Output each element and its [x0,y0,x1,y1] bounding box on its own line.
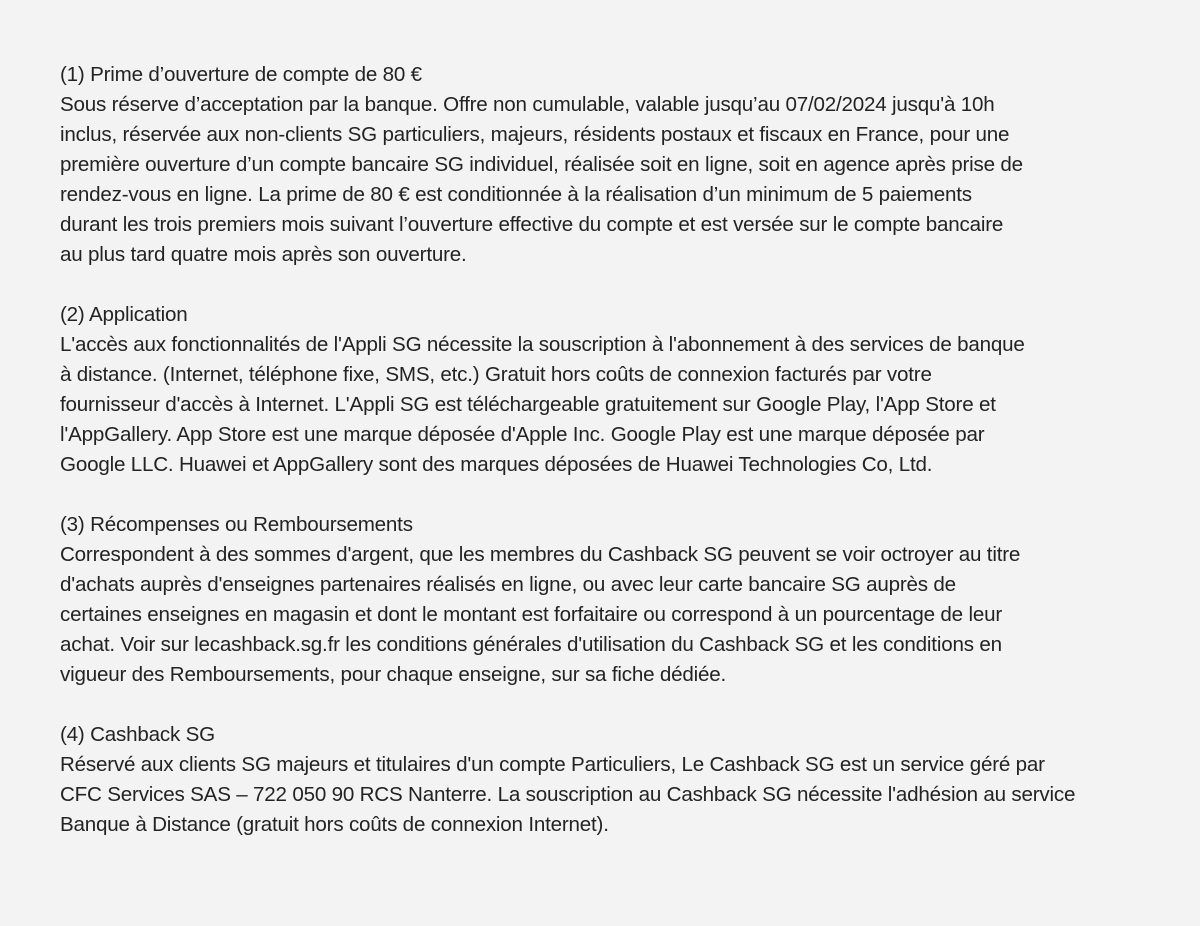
footnote-title: (1) Prime d’ouverture de compte de 80 € [60,63,422,86]
footnote-line: certaines enseignes en magasin et dont le montant est forfaitaire ou correspond à un pourcentage de leur [60,603,1002,626]
footnote-line: à distance. (Internet, téléphone fixe, SMS, etc.) Gratuit hors coûts de connexion facturés par votre [60,363,932,386]
footnote-line: première ouverture d’un compte bancaire SG individuel, réalisée soit en ligne, soit en agence après prise de [60,153,1023,176]
footnote-title: (2) Application [60,303,188,326]
footnote-line: fournisseur d'accès à Internet. L'Appli SG est téléchargeable gratuitement sur Google Play, l'App Store et [60,393,996,416]
footnote-application [60,300,1150,480]
footnote-title: (4) Cashback SG [60,723,215,746]
footnote-prime-ouverture [60,60,1150,270]
footnote-line: rendez-vous en ligne. La prime de 80 € est conditionnée à la réalisation d’un minimum de 5 paiements [60,183,972,206]
footnote-line: Correspondent à des sommes d'argent, que les membres du Cashback SG peuvent se voir octroyer au titre [60,543,1021,566]
footnote-title: (3) Récompenses ou Remboursements [60,513,413,536]
footnote-line: Sous réserve d’acceptation par la banque. Offre non cumulable, valable jusqu’au 07/02/2024 jusqu'à 10h [60,93,995,116]
footnote-line: achat. Voir sur lecashback.sg.fr les conditions générales d'utilisation du Cashback SG et les conditions en [60,633,1002,656]
footnote-line: l'AppGallery. App Store est une marque déposée d'Apple Inc. Google Play est une marque déposée par [60,423,985,446]
footnote-line: au plus tard quatre mois après son ouverture. [60,243,467,266]
footnote-cashback [60,720,1150,840]
footnote-line: Google LLC. Huawei et AppGallery sont des marques déposées de Huawei Technologies Co, Ltd. [60,453,933,476]
footnote-line: Réservé aux clients SG majeurs et titulaires d'un compte Particuliers, Le Cashback SG est un service géré par [60,753,1045,776]
footnote-line: vigueur des Remboursements, pour chaque enseigne, sur sa fiche dédiée. [60,663,727,686]
footnote-line: CFC Services SAS – 722 050 90 RCS Nanterre. La souscription au Cashback SG nécessite l'adhésion au service [60,783,1076,806]
footnote-line: Banque à Distance (gratuit hors coûts de connexion Internet). [60,813,609,836]
footnote-line: L'accès aux fonctionnalités de l'Appli SG nécessite la souscription à l'abonnement à des services de banque [60,333,1025,356]
footnote-line: d'achats auprès d'enseignes partenaires réalisés en ligne, ou avec leur carte bancaire SG auprès de [60,573,956,596]
footnote-recompenses [60,510,1150,690]
footnote-line: durant les trois premiers mois suivant l’ouverture effective du compte et est versée sur le compte bancaire [60,213,1004,236]
footnote-line: inclus, réservée aux non-clients SG particuliers, majeurs, résidents postaux et fiscaux en France, pour une [60,123,1010,146]
